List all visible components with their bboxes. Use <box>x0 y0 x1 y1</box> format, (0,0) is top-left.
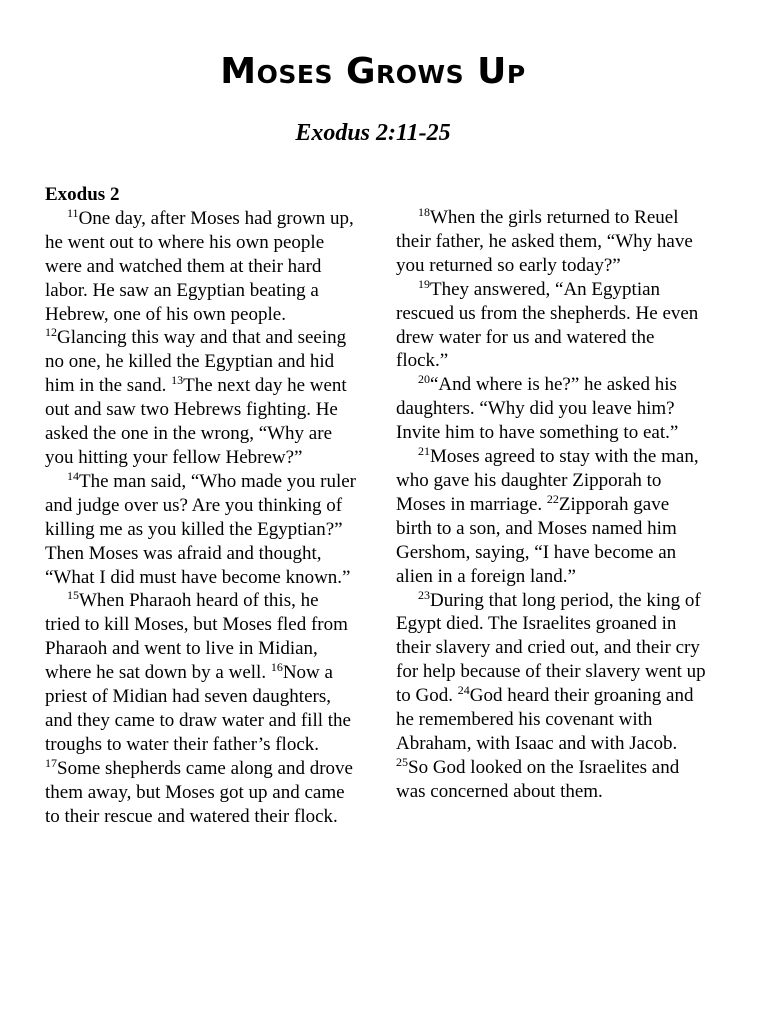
verse-number: 18 <box>418 205 430 219</box>
verse-text: Glancing this way and that and seeing no one, he killed the Egyptian and hid him in the sand. <box>45 327 347 397</box>
paragraph <box>45 589 357 828</box>
verse-number: 14 <box>67 468 79 483</box>
verse-number: 16 <box>270 660 283 675</box>
verse-text: Some shepherds came along and drove them away, but Moses got up and came to their rescue and watered their flock. <box>45 757 353 827</box>
verse-text: During that long period, the king of Egypt died. The Israelites groaned in their slavery and cried out, and their cry for help because of their slavery went up to God. <box>396 589 706 707</box>
paragraph <box>396 373 708 445</box>
verse-number: 17 <box>45 755 57 770</box>
paragraph <box>396 589 708 804</box>
paragraph <box>45 207 357 470</box>
verse-number: 19 <box>418 276 430 291</box>
left-column <box>45 183 357 828</box>
verse-number: 25 <box>396 754 408 769</box>
verse-number: 24 <box>457 683 470 698</box>
verse-text: Moses agreed to stay with the man, who gave his daughter Zipporah to Moses in marriage. <box>396 446 699 515</box>
verse-number: 13 <box>171 373 184 388</box>
verse-text: So God looked on the Israelites and was concerned about them. <box>396 756 680 802</box>
paragraph <box>45 470 357 590</box>
verse-number: 23 <box>418 587 430 602</box>
verse-number: 22 <box>546 491 559 506</box>
verse-text: Now a priest of Midian had seven daughters, and they came to draw water and fill the troughs to water their father’s flock. <box>45 662 351 755</box>
paragraph <box>396 445 708 588</box>
page-title: Moses Grows Up <box>220 51 526 92</box>
verse-number: 21 <box>418 444 430 459</box>
paragraph <box>396 206 708 278</box>
verse-text: God heard their groaning and he remembered his covenant with Abraham, with Isaac and with Jacob. <box>396 685 694 754</box>
verse-number: 15 <box>67 588 79 603</box>
right-column <box>396 206 708 804</box>
verse-text: Zipporah gave birth to a son, and Moses named him Gershom, saying, “I have become an alien in a foreign land.” <box>396 493 677 587</box>
verse-number: 11 <box>67 205 79 220</box>
verse-text: One day, after Moses had grown up, he went out to where his own people were and watched them at their hard labor. He saw an Egyptian beating a Hebrew, one of his own people. <box>45 207 354 325</box>
verse-text: When the girls returned to Reuel their father, he asked them, “Why have you returned so early today?” <box>396 207 693 276</box>
verse-text: They answered, “An Egyptian rescued us from the shepherds. He even drew water for us and watered the flock.” <box>396 278 699 372</box>
paragraph <box>396 278 708 374</box>
page-subtitle: Exodus 2:11-25 <box>295 120 451 146</box>
chapter-heading: Exodus 2 <box>45 184 120 205</box>
verse-text: “And where is he?” he asked his daughters. “Why did you leave him? Invite him to have something to eat.” <box>396 374 679 444</box>
verse-number: 20 <box>418 372 430 387</box>
verse-text: The next day he went out and saw two Hebrews fighting. He asked the one in the wrong, “Why are you hitting your fellow Hebrew?” <box>45 375 347 468</box>
verse-text: When Pharaoh heard of this, he tried to kill Moses, but Moses fled from Pharaoh and went to live in Midian, where he sat down by a well. <box>45 590 348 684</box>
verse-text: The man said, “Who made you ruler and judge over us? Are you thinking of killing me as you killed the Egyptian?” Then Moses was afraid and thought, “What I did must have become known.” <box>45 470 356 588</box>
verse-number: 12 <box>45 325 57 340</box>
